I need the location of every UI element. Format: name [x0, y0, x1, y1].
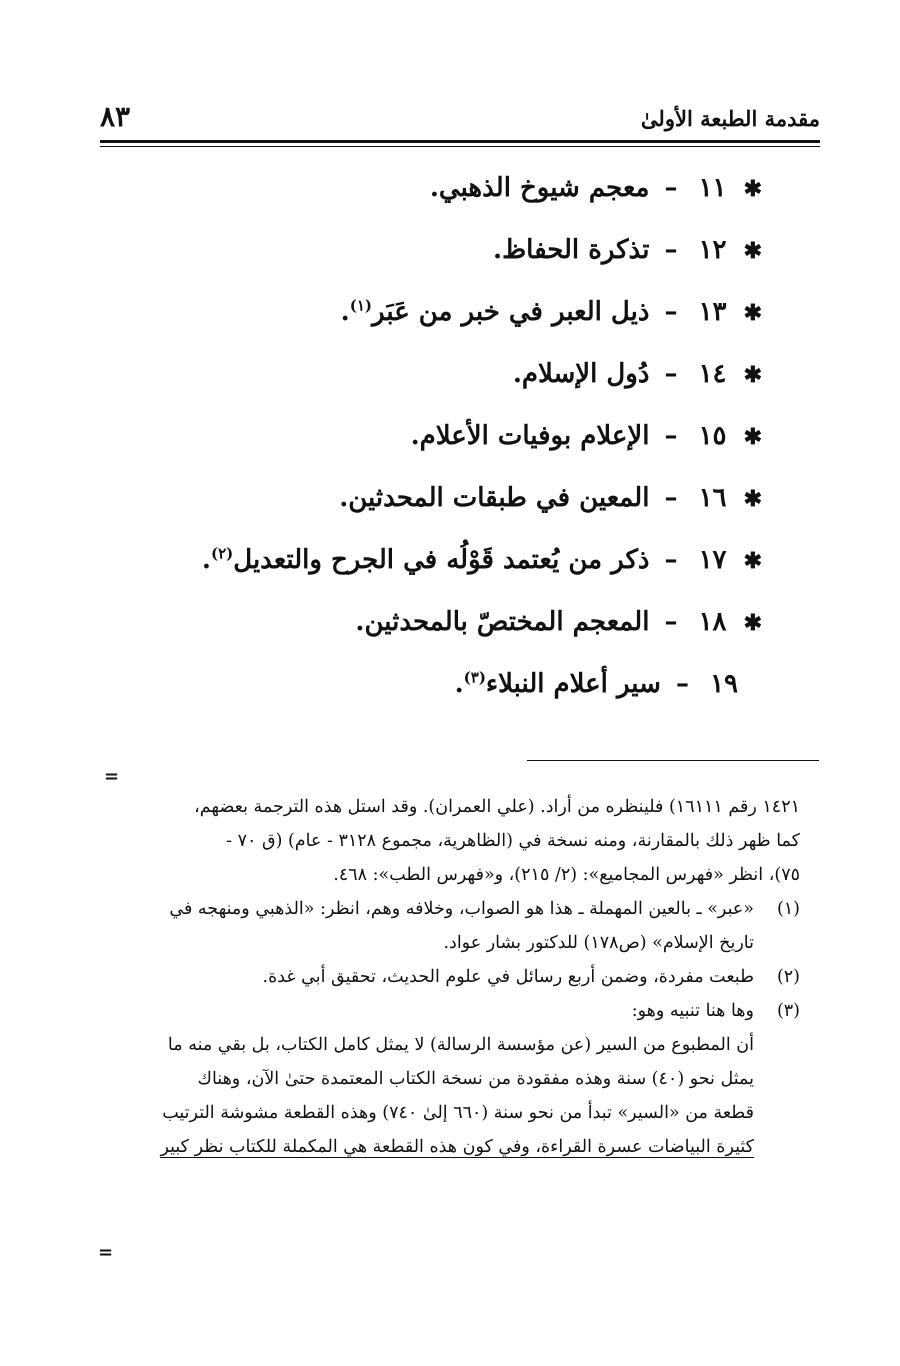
- footnote-reference[interactable]: (٢): [210, 544, 234, 563]
- footnote-line: وها هنا تنبيه وهو:: [631, 1001, 754, 1021]
- footnote-line: قطعة من «السير» تبدأ من نحو سنة (٦٦٠ إلىٰ ٧٤٠) وهذه القطعة مشوشة الترتيب: [162, 1103, 754, 1123]
- footnote-separator: [527, 760, 819, 761]
- item-dash: –: [676, 669, 689, 699]
- list-item: [122, 596, 762, 658]
- item-number: ١١: [698, 173, 727, 203]
- item-dash: –: [664, 421, 678, 451]
- item-title: المعجم المختصّ بالمحدثين.: [355, 607, 650, 637]
- footnote-3: [80, 994, 800, 1028]
- star-icon: ✱: [743, 486, 762, 512]
- footnote-line: طبعت مفردة، وضمن أربع رسائل في علوم الحديث، تحقيق أبي غدة.: [262, 967, 754, 987]
- item-title: تذكرة الحفاظ.: [493, 235, 650, 265]
- star-icon: ✱: [743, 238, 762, 264]
- list-item: [122, 410, 762, 472]
- footnote-2: [80, 960, 800, 994]
- item-title: سير أعلام النبلاء: [485, 669, 661, 699]
- continuation-mark-bottom: =: [98, 1242, 114, 1263]
- item-title: ذيل العبر في خبر من عَبَر: [372, 297, 650, 327]
- item-dash: –: [664, 483, 678, 513]
- item-number: ١٢: [698, 235, 727, 265]
- item-end: .: [454, 669, 464, 699]
- item-dash: –: [664, 235, 678, 265]
- item-title: معجم شيوخ الذهبي.: [429, 173, 650, 203]
- list-item: [122, 534, 762, 596]
- item-number: ١٨: [698, 607, 727, 637]
- footnote-reference[interactable]: (٣): [463, 668, 486, 687]
- continuation-mark-top: =: [104, 766, 120, 787]
- footnote-line: تاريخ الإسلام» (ص١٧٨) للدكتور بشار عواد.: [443, 933, 754, 953]
- item-end: .: [201, 545, 211, 575]
- header-rule-thick: [100, 140, 820, 143]
- item-dash: –: [664, 297, 678, 327]
- list-item: [122, 224, 762, 286]
- page-number: ٨٣: [100, 100, 131, 133]
- item-dash: –: [664, 545, 678, 575]
- item-title: ذكر من يُعتمد قَوْلُه في الجرح والتعديل: [233, 545, 650, 575]
- works-list: [122, 162, 762, 720]
- footnote-line: «عبر» ـ بالعين المهملة ـ هذا هو الصواب، وخلافه وهم، انظر: «الذهبي ومنهجه في: [169, 899, 754, 919]
- item-title: الإعلام بوفيات الأعلام.: [410, 421, 650, 451]
- footnote-reference[interactable]: (١): [349, 296, 372, 315]
- star-icon: ✱: [743, 424, 762, 450]
- footnote-line: أن المطبوع من السير (عن مؤسسة الرسالة) لا يمثل كامل الكتاب، بل بقي منه ما: [167, 1035, 754, 1055]
- footnote-number: (٢): [776, 967, 800, 987]
- footnote-continued-line: ١٤٢١ رقم ١٦١١١) فلينظره من أراد. (علي العمران). وقد استل هذه الترجمة بعضهم،: [194, 797, 800, 817]
- item-number: ١٥: [698, 421, 727, 451]
- list-item: [122, 348, 762, 410]
- footnote-continued-line: ٧٥)، انظر «فهرس المجاميع»: (٢/ ٢١٥)، و«فهرس الطب»: ٤٦٨.: [333, 865, 800, 885]
- list-item: [122, 658, 762, 720]
- footnote-continued-line: كما ظهر ذلك بالمقارنة، ومنه نسخة في (الظاهرية، مجموع ٣١٢٨ - عام) (ق ٧٠ -: [226, 831, 800, 851]
- star-icon: ✱: [743, 362, 762, 388]
- footnote-number: (٣): [776, 1001, 800, 1021]
- item-end: .: [340, 297, 350, 327]
- item-number: ١٦: [698, 483, 727, 513]
- list-item: [122, 162, 762, 224]
- star-icon: ✱: [743, 176, 762, 202]
- star-icon: ✱: [743, 300, 762, 326]
- footnote-line-text: كثيرة البياضات عسرة القراءة، وفي كون هذه القطعة هي المكملة للكتاب نظر كبير: [160, 1137, 754, 1157]
- footnote-line: يمثل نحو (٤٠) سنة وهذه مفقودة من نسخة الكتاب المعتمدة حتىٰ الآن، وهناك: [197, 1069, 754, 1089]
- star-icon: ✱: [743, 610, 762, 636]
- item-number: ١٧: [698, 545, 727, 575]
- list-item: [122, 286, 762, 348]
- item-dash: –: [664, 359, 678, 389]
- item-number: ١٣: [698, 297, 727, 327]
- footnote-line: [80, 1130, 800, 1164]
- item-number: ١٩: [710, 669, 738, 699]
- item-title: المعين في طبقات المحدثين.: [339, 483, 650, 513]
- list-item: [122, 472, 762, 534]
- chapter-title: مقدمة الطبعة الأولىٰ: [640, 106, 820, 131]
- item-dash: –: [664, 607, 678, 637]
- running-header: [100, 98, 820, 138]
- item-title: دُول الإسلام.: [512, 359, 650, 389]
- footnote-number: (١): [776, 899, 800, 919]
- star-icon: ✱: [743, 548, 762, 574]
- item-dash: –: [664, 173, 678, 203]
- item-number: ١٤: [698, 359, 727, 389]
- footnotes: [80, 790, 800, 1164]
- header-rule-thin: [100, 146, 820, 147]
- footnote-1: [80, 892, 800, 960]
